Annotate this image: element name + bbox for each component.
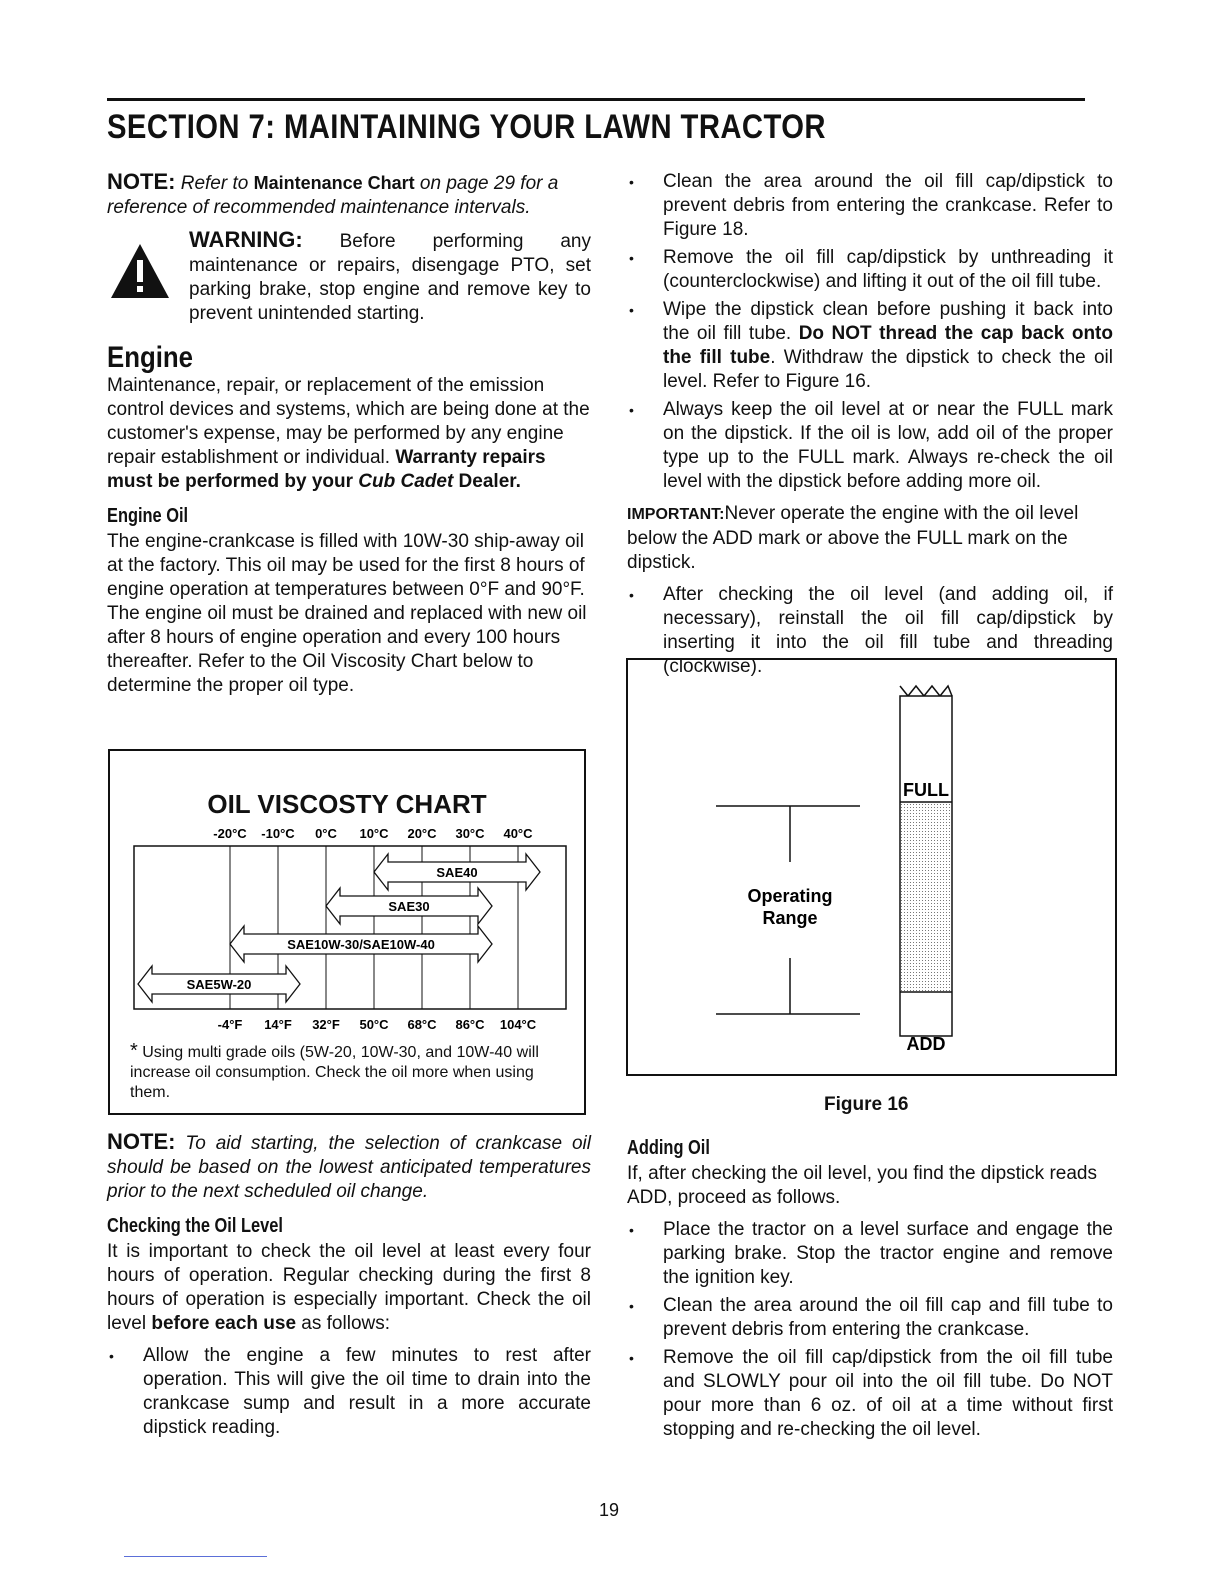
figure-caption: Figure 16 xyxy=(824,1094,909,1115)
celsius-tick: 30°C xyxy=(455,826,485,841)
warning-body: Before performing any maintenance or repairs, disengage PTO, set parking brake, stop engine and remove key to prevent unintended starting. xyxy=(189,231,591,324)
important-label: IMPORTANT: xyxy=(627,506,725,523)
bullet-item: • Remove the oil fill cap/dipstick from the oil fill tube and SLOWLY pour oil into the oil fill tube. Do NOT pour more than 6 oz. of oil at a time without first stopping and re-checking the oil level. xyxy=(627,1346,1113,1442)
operating-range-label: Operating xyxy=(747,886,833,906)
warning-triangle-icon xyxy=(109,242,171,300)
brand-name: Cub Cadet xyxy=(358,471,454,492)
footer-rule xyxy=(124,1556,267,1557)
bullet-item: • Place the tractor on a level surface and engage the parking brake. Stop the tractor engine and remove the ignition key. xyxy=(627,1218,1113,1290)
before-each-use: before each use xyxy=(151,1313,297,1334)
checking-paragraph xyxy=(107,1240,591,1336)
warning-label: WARNING: xyxy=(189,227,303,252)
bullet-item: • Remove the oil fill cap/dipstick by unthreading it (counterclockwise) and lifting it out of the oil fill tube. xyxy=(627,246,1113,294)
bullet-item: • Clean the area around the oil fill cap and fill tube to prevent debris from entering the crankcase. xyxy=(627,1294,1113,1342)
engine-paragraph xyxy=(107,374,591,494)
left-column-lower xyxy=(107,1130,591,1440)
celsius-tick: 40°C xyxy=(503,826,533,841)
note-label: NOTE: xyxy=(107,169,176,194)
dipstick-diagram xyxy=(628,660,1115,1074)
adding-oil-heading: Adding Oil xyxy=(627,1137,710,1159)
fahrenheit-tick: 86°C xyxy=(455,1017,485,1032)
engine-text: Maintenance, repair, or replacement of the emission control devices and systems, which are being done at the customer's expense, may be performed by any engine repair establishment or individual. xyxy=(107,375,590,468)
warning-text xyxy=(189,228,591,326)
series-label: SAE10W-30/SAE10W-40 xyxy=(287,937,435,952)
note-label: NOTE: xyxy=(107,1129,176,1154)
fahrenheit-tick: -4°F xyxy=(217,1017,243,1032)
engine-oil-para2: The engine oil must be drained and replaced with new oil after 8 hours of engine operation and every 100 hours thereafter. Refer to the Oil Viscosity Chart below to determine the proper oil type. xyxy=(107,603,587,696)
checking-text: It is important to check the oil level at least every four hours of operation. Regular checking during the first 8 hours of operation is especially important. Check the oil level xyxy=(107,1241,591,1334)
page-number: 19 xyxy=(599,1500,620,1520)
chart-footnote xyxy=(130,1041,570,1103)
operating-range-label: Range xyxy=(762,908,818,928)
bullet-item xyxy=(627,298,1113,394)
important-note xyxy=(627,502,1113,575)
fahrenheit-tick: 104°C xyxy=(499,1017,537,1032)
note-text: To aid starting, the selection of crankcase oil should be based on the lowest anticipated temperatures prior to the next scheduled oil change. xyxy=(107,1133,591,1202)
note-maintenance xyxy=(107,170,591,220)
engine-oil-para1: The engine-crankcase is filled with 10W-30 ship-away oil at the factory. This oil may be used for the first 8 hours of engine operation at temperatures between 0°F and 90°F. xyxy=(107,531,585,600)
footnote-mark: * xyxy=(130,1040,138,1062)
bullet-bold: Do NOT thread the cap back onto the fill tube xyxy=(663,323,1113,368)
celsius-tick: -20°C xyxy=(213,826,247,841)
bullet-item: • Always keep the oil level at or near the FULL mark on the dipstick. If the oil is low, add oil of the proper type up to the FULL mark. Always re-check the oil level with the dipstick before adding more oil. xyxy=(627,398,1113,494)
series-label: SAE5W-20 xyxy=(186,977,252,992)
checking-text: as follows: xyxy=(296,1313,391,1334)
series-label: SAE40 xyxy=(436,865,478,880)
right-column xyxy=(627,170,1113,679)
checking-oil-heading: Checking the Oil Level xyxy=(107,1215,283,1237)
important-text: Never operate the engine with the oil level below the ADD mark or above the FULL mark on the dipstick. xyxy=(627,503,1079,573)
fahrenheit-tick: 32°F xyxy=(312,1017,340,1032)
maintenance-chart-ref: Maintenance Chart xyxy=(253,173,415,193)
warning-block xyxy=(107,228,591,332)
bullet-text: . Withdraw the dipstick to check the oil level. Refer to Figure 16. xyxy=(663,347,1113,392)
bullet-item: • Allow the engine a few minutes to rest after operation. This will give the oil time to drain into the crankcase sump and result in a more accurate dipstick reading. xyxy=(107,1344,591,1440)
bullet-text: Wipe the dipstick clean before pushing it back into the oil fill tube. xyxy=(663,299,1113,344)
left-column xyxy=(107,170,591,698)
bullet-item: • Clean the area around the oil fill cap/dipstick to prevent debris from entering the crankcase. Refer to Figure 18. xyxy=(627,170,1113,242)
series-label: SAE30 xyxy=(388,899,430,914)
chart-title: OIL VISCOSTY CHART xyxy=(207,789,487,819)
figure-16-dipstick xyxy=(626,658,1117,1076)
celsius-tick: 0°C xyxy=(315,826,337,841)
note-crankcase xyxy=(107,1130,591,1204)
fahrenheit-tick: 14°F xyxy=(264,1017,292,1032)
adding-oil-intro: If, after checking the oil level, you find the dipstick reads ADD, proceed as follows. xyxy=(627,1163,1097,1208)
warranty-text: Warranty repairs must be performed by your xyxy=(107,447,546,492)
adding-oil-section xyxy=(627,1126,1113,1442)
bullet-item: • After checking the oil level (and adding oil, if necessary), reinstall the oil fill cap/dipstick by inserting it into the oil fill tube and threading (clockwise). xyxy=(627,583,1113,679)
celsius-tick: -10°C xyxy=(261,826,295,841)
footnote-text: Using multi grade oils (5W-20, 10W-30, and 10W-40 will increase oil consumption. Check the oil more when using them. xyxy=(130,1044,539,1101)
full-mark: FULL xyxy=(903,780,949,800)
section-title: SECTION 7: MAINTAINING YOUR LAWN TRACTOR xyxy=(107,108,826,146)
engine-heading: Engine xyxy=(107,341,194,374)
note-text: on page 29 for a reference of recommended maintenance intervals. xyxy=(107,173,559,218)
oil-viscosity-chart xyxy=(108,749,586,1115)
note-text: Refer to xyxy=(175,173,254,194)
add-mark: ADD xyxy=(906,1034,946,1054)
top-rule xyxy=(107,98,1085,101)
engine-oil-heading: Engine Oil xyxy=(107,505,189,527)
celsius-tick: 20°C xyxy=(407,826,437,841)
chart-plot xyxy=(110,751,584,1041)
fahrenheit-tick: 68°C xyxy=(407,1017,437,1032)
fahrenheit-tick: 50°C xyxy=(359,1017,389,1032)
dealer-text: Dealer. xyxy=(453,471,521,492)
celsius-tick: 10°C xyxy=(359,826,389,841)
